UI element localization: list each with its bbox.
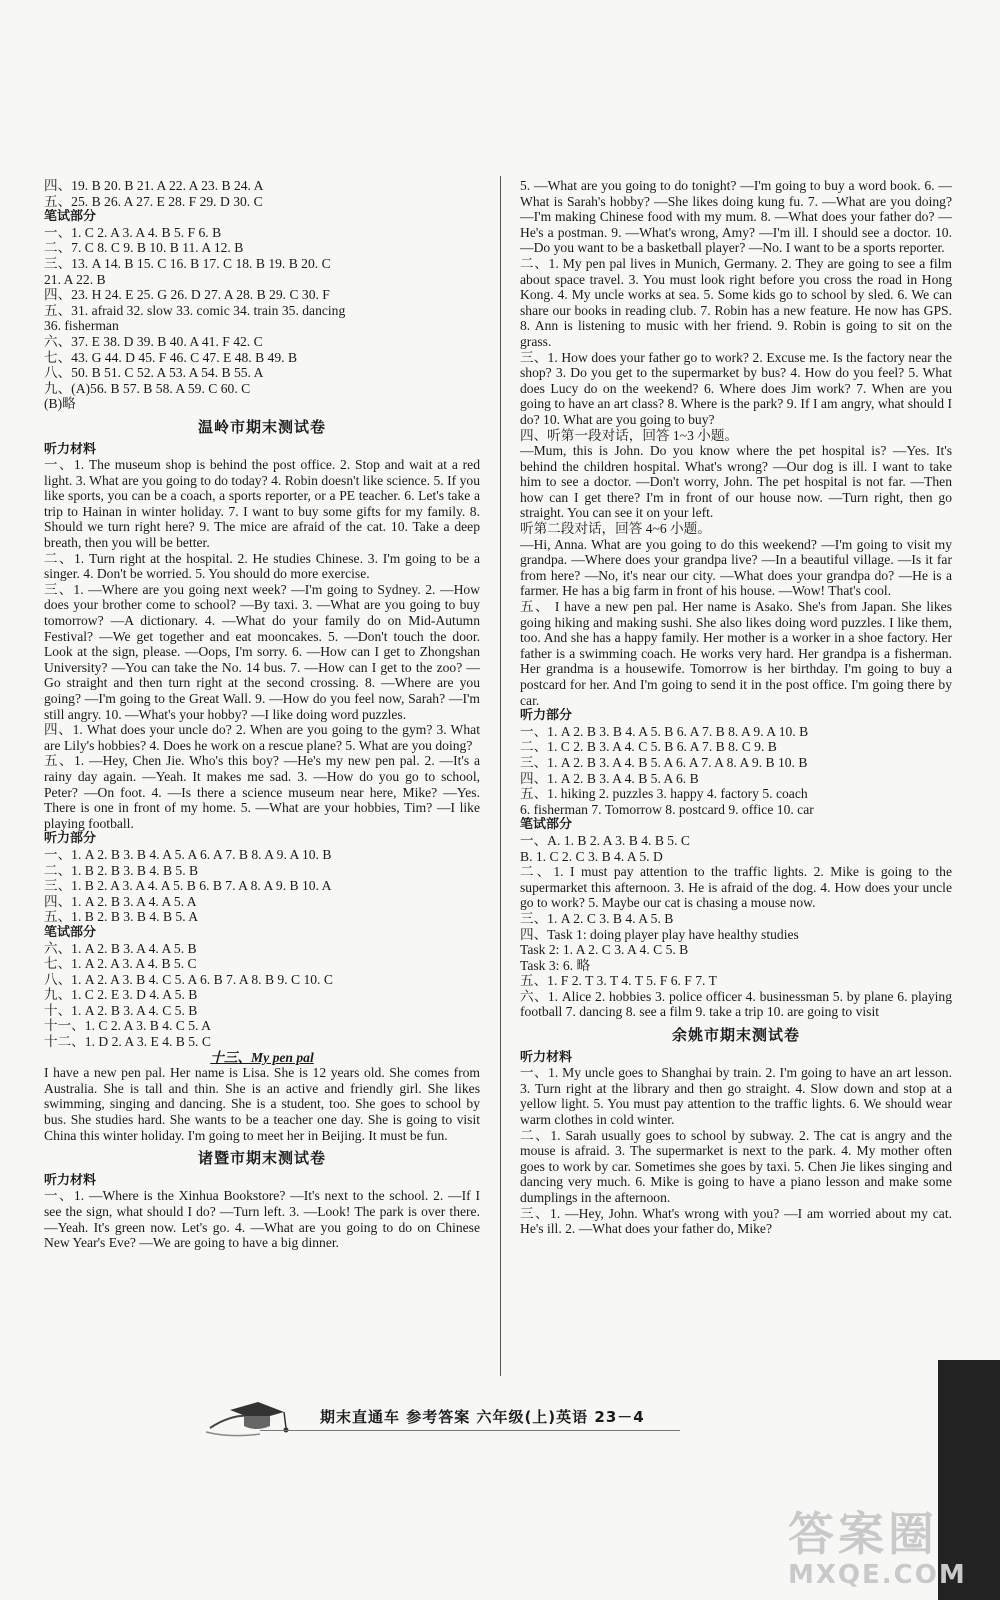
section-heading: 听力部分 <box>520 708 573 724</box>
answer-line: Task 2: 1. A 2. C 3. A 4. C 5. B <box>520 942 689 958</box>
paragraph: 二、1. I must pay attention to the traffic lights. 2. Mike is going to the supermarket this afternoon. 3. He is afraid of the dog. 4. How does your uncle go to work? 5. Maybe our cat is chasing a mouse now. <box>520 864 952 911</box>
answer-line: 八、1. A 2. A 3. B 4. C 5. A 6. B 7. A 8. B 9. C 10. C <box>44 971 333 987</box>
section-heading: 听力材料 <box>44 441 97 457</box>
paragraph: 二、1. Sarah usually goes to school by subway. 2. The cat is angry and the mouse is afraid. 3. The supermarket is next to the park. 4. My mother often goes to work by car. Sometimes she goes by taxi. 5. Chen Jie likes singing and dancing very much. 6. Mike is going to have a piano lesson and make some dumplings in the afternoon. <box>520 1127 952 1205</box>
answer-line: (B)略 <box>44 396 76 412</box>
section-title: 温岭市期末测试卷 <box>197 417 326 436</box>
right-column <box>520 178 952 1237</box>
answer-line: 五、1. B 2. B 3. B 4. B 5. A <box>44 909 199 925</box>
answer-line: 一、1. A 2. B 3. B 4. A 5. B 6. A 7. B 8. A 9. A 10. B <box>520 723 809 739</box>
answer-line: 五、1. F 2. T 3. T 4. T 5. F 6. F 7. T <box>520 973 717 989</box>
answer-line: 听第二段对话，回答 4~6 小题。 <box>520 521 711 537</box>
answer-line: 六、1. A 2. B 3. A 4. A 5. B <box>44 940 197 956</box>
paragraph: 三、1. —Hey, John. What's wrong with you? —I am worried about my cat. He's ill. 2. —What does your father do, Mike? <box>520 1205 952 1237</box>
answer-line: 一、1. A 2. B 3. B 4. A 5. A 6. A 7. B 8. A 9. A 10. B <box>44 846 332 862</box>
answer-line: 十、1. A 2. B 3. A 4. C 5. B <box>44 1002 198 1018</box>
section-heading: 听力材料 <box>44 1172 97 1188</box>
paragraph: 一、1. —Where is the Xinhua Bookstore? —It's next to the school. 2. —If I see the sign, what should I do? —Turn left. 3. —Look! The park is over there. —Yeah. It's green now. Let's go. 4. —What are you going to do on Chinese New Year's Eve? —We are going to have a big dinner. <box>44 1188 480 1251</box>
section-heading: 听力材料 <box>520 1049 573 1065</box>
watermark-sub: MXQE.COM <box>788 1560 967 1590</box>
footer-text: 期末直通车 参考答案 六年级(上)英语 23－4 <box>320 1408 645 1426</box>
answer-line: 三、1. A 2. B 3. A 4. B 5. A 6. A 7. A 8. A 9. B 10. B <box>520 754 808 770</box>
paragraph: 二、1. My pen pal lives in Munich, Germany. 2. They are going to see a film about space travel. 3. You must look right before you cross the road in Hong Kong. 4. My uncle works at sea. 5. Some kids go to school by sled. 6. We can share our books in reading club. 7. Robin has a new feature. He now has GPS. 8. Ann is listening to music with her friend. 9. Robin is going to sit on the grass. <box>520 255 952 349</box>
answer-line: 三、1. B 2. A 3. A 4. A 5. B 6. B 7. A 8. A 9. B 10. A <box>44 878 332 894</box>
section-heading: 笔试部分 <box>520 817 573 833</box>
answer-line: 七、43. G 44. D 45. F 46. C 47. E 48. B 49. B <box>44 349 298 365</box>
paragraph: —Hi, Anna. What are you going to do this weekend? —I'm going to visit my grandpa. —Where does your grandpa live? —In a beautiful village. —Is it far from here? —No, it's near our city. —What does your grandpa do? —He is a farmer. He has a big farm in front of his house. —Wow! That's cool. <box>520 536 952 599</box>
paragraph: 5. —What are you going to do tonight? —I'm going to buy a word book. 6. —What is Sarah's hobby? —She likes doing kung fu. 7. —What are you doing? —I'm making Chinese food with my mum. 8. —What does your father do? —He's a postman. 9. —What's wrong, Amy? —I'm ill. I should see a doctor. 10. —Do you want to be a basketball player? —No. I want to be a sports reporter. <box>520 178 952 256</box>
paragraph: 五、1. —Hey, Chen Jie. Who's this boy? —He's my new pen pal. 2. —It's a rainy day again. —Yeah. It makes me sad. 3. —How do you go to school, Peter? —On foot. 4. —Is there a science museum near here, Mike? —Yes. There is one in front of my home. 5. —What are your hobbies, Tim? —I like playing football. <box>44 753 480 831</box>
page-footer <box>0 1398 1000 1438</box>
answer-line: 四、1. A 2. B 3. A 4. B 5. A 6. B <box>520 770 699 786</box>
graduation-cap-icon <box>200 1398 310 1442</box>
paragraph: —Mum, this is John. Do you know where the pet hospital is? —Yes. It's behind the children hospital. What's wrong? —Our dog is ill. I want to take him to see a doctor. —Don't worry, John. The pet hospital is not far. —Then how can I get there? I'm in front of our house now. —Turn right, then go straight. You can see it on your left. <box>520 443 952 521</box>
answer-line: 21. A 22. B <box>44 271 106 287</box>
watermark-main: 答案圈 <box>788 1507 938 1561</box>
answer-line: 五、1. hiking 2. puzzles 3. happy 4. factory 5. coach <box>520 786 808 802</box>
section-heading: 听力部分 <box>44 831 97 847</box>
left-column <box>44 178 480 1251</box>
answer-line: Task 3: 6. 略 <box>520 957 591 973</box>
answer-line: 三、13. A 14. B 15. C 16. B 17. C 18. B 19. B 20. C <box>44 255 331 271</box>
paragraph: 五、 I have a new pen pal. Her name is Asako. She's from Japan. She likes going hiking and making sushi. She also likes doing word puzzles. I like them, too. And she has a happy family. Her mother is a worker in a shoe factory. Her father is a swimming coach. He works very hard. Her grandpa is a fisherman. Her grandma is a housewife. Tomorrow is her birthday. I'm going to buy a postcard for her. And I'm going to send it in the post office. I'm going there by car. <box>520 599 952 708</box>
answer-line: 四、听第一段对话，回答 1~3 小题。 <box>520 427 739 443</box>
answer-line: 九、(A)56. B 57. B 58. A 59. C 60. C <box>44 380 251 396</box>
answer-line: 五、25. B 26. A 27. E 28. F 29. D 30. C <box>44 193 263 209</box>
paragraph: 六、1. Alice 2. hobbies 3. police officer 4. businessman 5. by plane 6. playing football 7. dancing 8. see a film 9. take a trip 10. are going to visit <box>520 988 952 1020</box>
answer-line: 七、1. A 2. A 3. A 4. B 5. C <box>44 956 197 972</box>
answer-line: 三、1. A 2. C 3. B 4. A 5. B <box>520 910 674 926</box>
paragraph: 一、1. The museum shop is behind the post office. 2. Stop and wait at a red light. 3. What are you going to do today? 4. Robin doesn't like science. 5. If you like sports, you can be a coach, a sports reporter, or a PE teacher. 6. Let's take a trip to Hainan in winter holiday. 7. I want to buy some gifts for my family. 8. Should we turn right here? 9. The mice are afraid of the cat. 10. Take a deep breath, then you will be better. <box>44 457 480 551</box>
footer-rule <box>260 1430 680 1431</box>
answer-line: 十一、1. C 2. A 3. B 4. C 5. A <box>44 1018 211 1034</box>
section-heading: 笔试部分 <box>44 924 97 940</box>
answer-line: 五、31. afraid 32. slow 33. comic 34. train 35. dancing <box>44 302 346 318</box>
section-title: 余姚市期末测试卷 <box>671 1026 800 1045</box>
column-divider <box>500 176 501 1376</box>
answer-line: 四、1. A 2. B 3. A 4. A 5. A <box>44 893 197 909</box>
watermark-logo <box>788 1498 967 1590</box>
answer-line: 四、19. B 20. B 21. A 22. A 23. B 24. A <box>44 178 264 193</box>
answer-line: 九、1. C 2. E 3. D 4. A 5. B <box>44 987 198 1003</box>
answer-line: B. 1. C 2. C 3. B 4. A 5. D <box>520 848 663 864</box>
paragraph: 三、1. How does your father go to work? 2. Excuse me. Is the factory near the shop? 3. Do you get to the supermarket by bus? 4. How do you feel? 5. What does Lucy do on the weekend? 6. Where does Jim work? 7. When are you going to have an art class? 8. Where is the park? 9. If I am angry, what should I do? 10. What are you going to buy? <box>520 349 952 427</box>
paragraph: I have a new pen pal. Her name is Lisa. She is 12 years old. She comes from Australia. She is tall and thin. She is an active and friendly girl. She likes swimming, singing and dancing. She is a student, too. She goes to school by bus. She studies hard. She wants to be a teacher one day. She is going to visit China this winter holiday. I'm going to meet her in Beijing. It must be fun. <box>44 1065 480 1143</box>
essay-title: 十三、My pen pal <box>210 1049 314 1065</box>
answer-line: 二、1. C 2. B 3. A 4. C 5. B 6. A 7. B 8. C 9. B <box>520 739 777 755</box>
answer-line: 36. fisherman <box>44 318 119 334</box>
answer-line: 二、7. C 8. C 9. B 10. B 11. A 12. B <box>44 240 244 256</box>
answer-line: 六、37. E 38. D 39. B 40. A 41. F 42. C <box>44 333 263 349</box>
answer-line: 八、50. B 51. C 52. A 53. A 54. B 55. A <box>44 365 264 381</box>
answer-line: 四、Task 1: doing player play have healthy studies <box>520 926 799 942</box>
answer-line: 一、1. C 2. A 3. A 4. B 5. F 6. B <box>44 224 222 240</box>
answer-line: 6. fisherman 7. Tomorrow 8. postcard 9. office 10. car <box>520 801 814 817</box>
paragraph: 四、1. What does your uncle do? 2. When are you going to the gym? 3. What are Lily's hobbies? 4. Does he work on a rescue plane? 5. What are you doing? <box>44 722 480 753</box>
answer-line: 二、1. B 2. B 3. B 4. B 5. B <box>44 862 199 878</box>
paragraph: 一、1. My uncle goes to Shanghai by train. 2. I'm going to have an art lesson. 3. Turn right at the library and then go straight. 4. Slow down and stop at a yellow light. 5. You must pay attention to the traffic lights. 6. We should wear warm clothes in cold winter. <box>520 1065 952 1128</box>
section-heading: 笔试部分 <box>44 209 97 225</box>
answer-line: 一、A. 1. B 2. A 3. B 4. B 5. C <box>520 832 690 848</box>
answer-line: 十二、1. D 2. A 3. E 4. B 5. C <box>44 1034 211 1050</box>
paragraph: 二、1. Turn right at the hospital. 2. He studies Chinese. 3. I'm going to be a singer. 4. Don't be worried. 5. You should do more exercise. <box>44 550 480 582</box>
section-title: 诸暨市期末测试卷 <box>197 1149 326 1168</box>
paragraph: 三、1. —Where are you going next week? —I'm going to Sydney. 2. —How does your brother come to school? —By taxi. 3. —What are you going to buy tomorrow? —A dictionary. 4. —What do your family do on Mid-Autumn Festival? —We get together and eat mooncakes. 5. —Don't touch the door. Look at the sign, please. —Oops, I'm sorry. 6. —How can I get to Zhongshan University? —You can take the No. 14 bus. 7. —How can I get to the zoo? —Go straight and then turn right at the second crossing. 8. —Where are you going? —I'm going to the Great Wall. 9. —How do you feel now, Sarah? —I'm still angry. 10. —What's your hobby? —I like doing word puzzles. <box>44 581 480 722</box>
answer-line: 四、23. H 24. E 25. G 26. D 27. A 28. B 29. C 30. F <box>44 287 330 303</box>
